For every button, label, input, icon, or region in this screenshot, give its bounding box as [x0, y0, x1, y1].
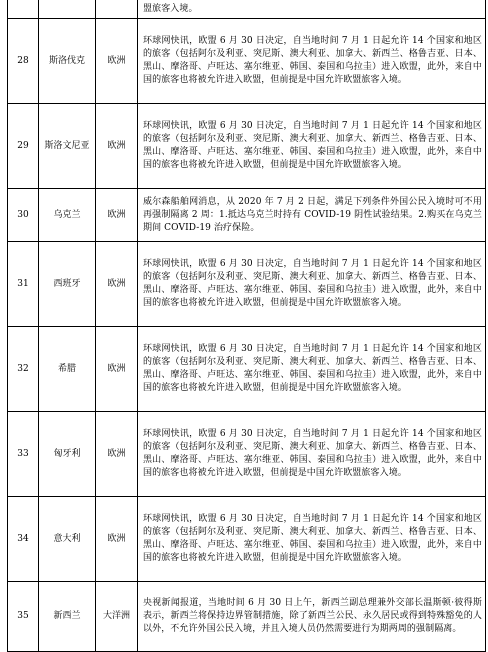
row-number: 35: [8, 582, 39, 652]
table-row: [8, 327, 486, 412]
row-number: 34: [8, 497, 39, 582]
row-number: 28: [8, 19, 39, 104]
row-number-cell: [8, 0, 39, 19]
entry-notice: 央视新闻报道，当地时间 6 月 30 日上午，新西兰副总理兼外交部长温斯顿·彼得斯表示，新西兰将保持边界管制措施，除了新西兰公民、永久居民或得到特殊豁免的人以外，不允许外国公民入境，并且入境人员仍然需要进行为期两周的强制隔离。: [138, 582, 486, 652]
row-number: 33: [8, 412, 39, 497]
region-name: 欧洲: [96, 497, 138, 582]
entry-notice: 环球网快讯，欧盟 6 月 30 日决定，自当地时间 7 月 1 日起允许 14 个国家和地区的旅客（包括阿尔及利亚、突尼斯、澳大利亚、加拿大、新西兰、格鲁吉亚、日本、黑山、摩洛哥、卢旺达、塞尔维亚、韩国、泰国和乌拉圭）进入欧盟，此外，来自中国的旅客也将被允许进入欧盟，但前提是中国允许欧盟旅客入境。: [138, 242, 486, 327]
region-cell: [96, 0, 138, 19]
region-name: 欧洲: [96, 104, 138, 189]
country-name: 匈牙利: [39, 412, 96, 497]
region-name: 欧洲: [96, 19, 138, 104]
table-row: [8, 19, 486, 104]
table-row: [8, 0, 486, 19]
row-number: 31: [8, 242, 39, 327]
country-name: 希腊: [39, 327, 96, 412]
table-row: [8, 582, 486, 652]
country-name: 新西兰: [39, 582, 96, 652]
entry-notice: 威尔森船舶网消息，从 2020 年 7 月 2 日起，满足下列条件外国公民入境时可不用再强制隔离 2 周：1.抵达乌克兰时持有 COVID-19 阴性试验结果。2.购买在乌克兰期间 COVID-19 治疗保险。: [138, 189, 486, 242]
country-name: 斯洛文尼亚: [39, 104, 96, 189]
row-number: 32: [8, 327, 39, 412]
region-name: 欧洲: [96, 189, 138, 242]
table-row: [8, 497, 486, 582]
entry-notice: 环球网快讯，欧盟 6 月 30 日决定，自当地时间 7 月 1 日起允许 14 个国家和地区的旅客（包括阿尔及利亚、突尼斯、澳大利亚、加拿大、新西兰、格鲁吉亚、日本、黑山、摩洛哥、卢旺达、塞尔维亚、韩国、泰国和乌拉圭）进入欧盟，此外，来自中国的旅客也将被允许进入欧盟，但前提是中国允许欧盟旅客入境。: [138, 19, 486, 104]
row-number: 29: [8, 104, 39, 189]
country-cell: [39, 0, 96, 19]
region-name: 欧洲: [96, 242, 138, 327]
entry-notice: 环球网快讯，欧盟 6 月 30 日决定，自当地时间 7 月 1 日起允许 14 个国家和地区的旅客（包括阿尔及利亚、突尼斯、澳大利亚、加拿大、新西兰、格鲁吉亚、日本、黑山、摩洛哥、卢旺达、塞尔维亚、韩国、泰国和乌拉圭）进入欧盟，此外，来自中国的旅客也将被允许进入欧盟，但前提是中国允许欧盟旅客入境。: [138, 327, 486, 412]
row-number: 30: [8, 189, 39, 242]
country-name: 斯洛伐克: [39, 19, 96, 104]
country-name: 乌克兰: [39, 189, 96, 242]
table-row: [8, 189, 486, 242]
region-name: 欧洲: [96, 412, 138, 497]
table-row: [8, 242, 486, 327]
table-row: [8, 412, 486, 497]
country-entry-policy-table: [7, 0, 486, 652]
entry-notice: 环球网快讯，欧盟 6 月 30 日决定，自当地时间 7 月 1 日起允许 14 个国家和地区的旅客（包括阿尔及利亚、突尼斯、澳大利亚、加拿大、新西兰、格鲁吉亚、日本、黑山、摩洛哥、卢旺达、塞尔维亚、韩国、泰国和乌拉圭）进入欧盟，此外，来自中国的旅客也将被允许进入欧盟，但前提是中国允许欧盟旅客入境。: [138, 497, 486, 582]
region-name: 欧洲: [96, 327, 138, 412]
notice-fragment: 盟旅客入境。: [138, 0, 486, 19]
table-row: [8, 104, 486, 189]
country-name: 意大利: [39, 497, 96, 582]
region-name: 大洋洲: [96, 582, 138, 652]
entry-notice: 环球网快讯，欧盟 6 月 30 日决定，自当地时间 7 月 1 日起允许 14 个国家和地区的旅客（包括阿尔及利亚、突尼斯、澳大利亚、加拿大、新西兰、格鲁吉亚、日本、黑山、摩洛哥、卢旺达、塞尔维亚、韩国、泰国和乌拉圭）进入欧盟，此外，来自中国的旅客也将被允许进入欧盟，但前提是中国允许欧盟旅客入境。: [138, 412, 486, 497]
entry-notice: 环球网快讯，欧盟 6 月 30 日决定，自当地时间 7 月 1 日起允许 14 个国家和地区的旅客（包括阿尔及利亚、突尼斯、澳大利亚、加拿大、新西兰、格鲁吉亚、日本、黑山、摩洛哥、卢旺达、塞尔维亚、韩国、泰国和乌拉圭）进入欧盟，此外，来自中国的旅客也将被允许进入欧盟，但前提是中国允许欧盟旅客入境。: [138, 104, 486, 189]
country-name: 西班牙: [39, 242, 96, 327]
